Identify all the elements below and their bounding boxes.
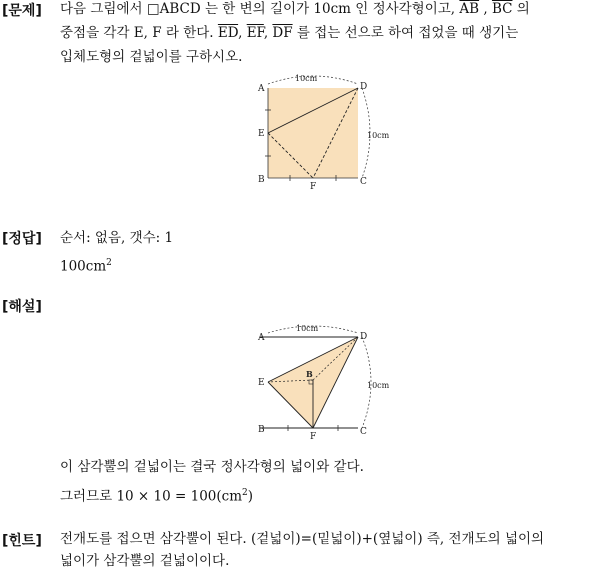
- vertex-e-label-2: E: [258, 378, 265, 388]
- vertex-d-label: D: [360, 82, 368, 92]
- problem-line-1: 다음 그림에서 □ABCD 는 한 변의 길이가 10cm 인 정사각형이고, $\overline{AB}$ , $\overline{BC}$ 의: [60, 1, 530, 17]
- explanation-line-2: 그러므로 $10 \times 10 = 100(cm^2)$: [60, 488, 254, 505]
- hint-tag: [힌트]: [2, 533, 42, 549]
- vertex-a-label: A: [258, 84, 265, 94]
- problem-line-3: 입체도형의 겉넓이를 구하시오.: [60, 49, 243, 65]
- vertex-c-label: C: [360, 177, 367, 187]
- segment-ab: $\overline{AB}$: [459, 1, 480, 17]
- apex-b-label: B: [306, 369, 313, 379]
- hint-line-1: 전개도를 접으면 삼각뿔이 된다. (겉넓이)=(밑넓이)+(옆넓이) 즉, 전개도의 넓이의: [60, 531, 545, 547]
- vertex-b-label-2: B: [258, 425, 265, 435]
- folded-triangle-figure: [250, 318, 400, 440]
- explanation-line-1: 이 삼각뿔의 겉넓이는 결국 정사각형의 넓이와 같다.: [60, 459, 364, 475]
- vertex-f-label-2: F: [310, 432, 317, 440]
- square-net-figure: [250, 72, 400, 190]
- problem-tag: [문제]: [2, 3, 42, 19]
- segment-ef: $\overline{EF}$: [246, 25, 264, 41]
- square-fill: [268, 88, 358, 178]
- vertex-d-label-2: D: [360, 332, 368, 342]
- top-length-label-2: 10cm: [296, 324, 319, 333]
- top-length-label: 10cm: [295, 74, 318, 83]
- vertex-a-label-2: A: [258, 333, 265, 343]
- explanation-tag: [해설]: [2, 299, 42, 315]
- vertex-f-label: F: [310, 182, 317, 190]
- answer-tag: [정답]: [2, 231, 42, 247]
- side-length-label: 10cm: [367, 131, 390, 140]
- vertex-b-label: B: [258, 175, 265, 185]
- segment-df: $\overline{DF}$: [272, 25, 293, 41]
- hint-line-2: 넓이가 삼각뿔의 겉넓이이다.: [60, 553, 230, 569]
- answer-value: $100cm^2$: [60, 258, 112, 275]
- vertex-e-label: E: [258, 129, 265, 139]
- problem-line-2: 중점을 각각 E, F 라 한다. $\overline{ED}$, $\overline{EF}$, $\overline{DF}$ 를 접는 선으로 하여 접었을 때 생기는: [60, 25, 519, 41]
- answer-order-count: 순서: 없음, 갯수: 1: [60, 230, 174, 246]
- segment-bc: $\overline{BC}$: [491, 1, 513, 17]
- vertex-c-label-2: C: [360, 427, 367, 437]
- segment-ed: $\overline{ED}$: [217, 25, 239, 41]
- side-length-label-2: 10cm: [367, 381, 390, 390]
